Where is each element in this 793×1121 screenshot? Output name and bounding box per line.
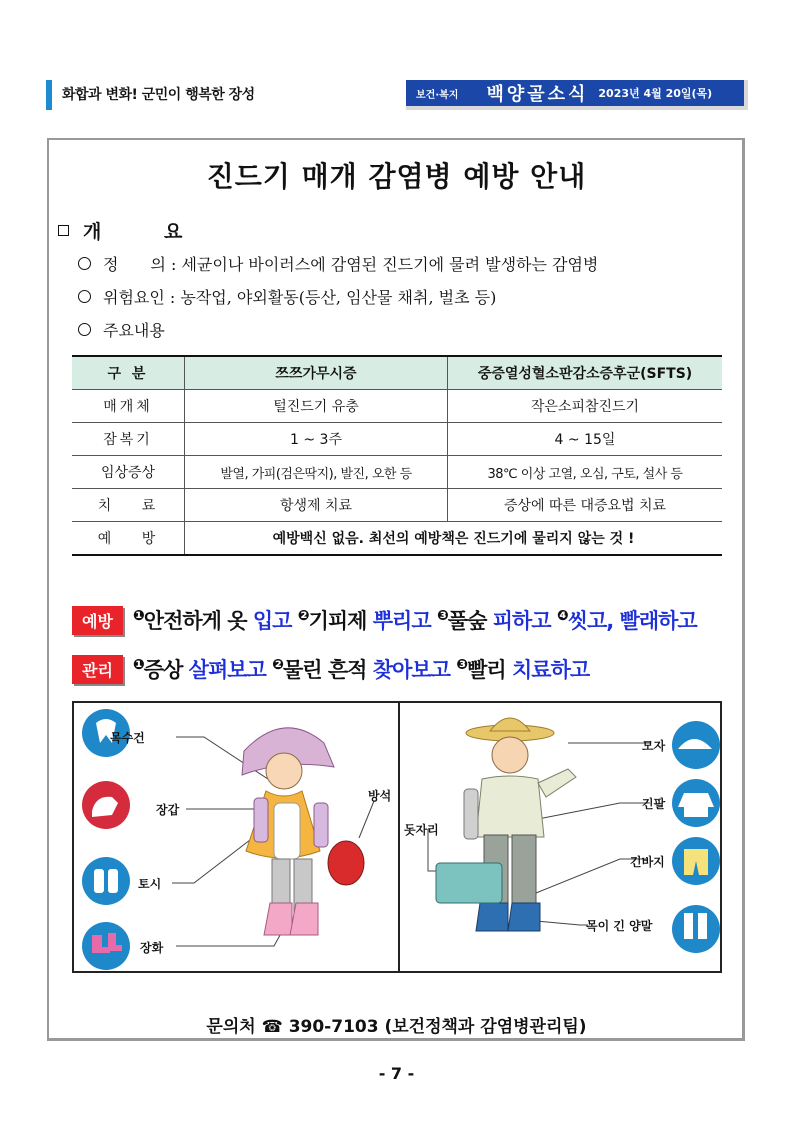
prevention-item: $^❷$기피제 뿌리고 bbox=[297, 608, 431, 633]
right-panel-art bbox=[400, 703, 720, 971]
label-boots: 장화 bbox=[140, 941, 164, 955]
circle-bullet-icon bbox=[78, 323, 91, 336]
farmer-woman-figure bbox=[242, 728, 364, 935]
long-pants-icon bbox=[672, 837, 720, 885]
label-mat: 돗자리 bbox=[404, 823, 439, 837]
header-accent-bar bbox=[46, 80, 52, 110]
hat-icon bbox=[672, 721, 720, 769]
header-banner bbox=[406, 80, 748, 110]
table-cell: 임상증상 bbox=[72, 456, 185, 489]
sleeve-icon bbox=[82, 857, 130, 905]
management-tag: 관리 bbox=[72, 655, 123, 684]
header-date: 2023년 4월 20일(목) bbox=[598, 87, 713, 100]
table-row bbox=[72, 489, 722, 522]
management-item: $^❸$빨리 치료하고 bbox=[456, 657, 590, 682]
table-cell: 매개체 bbox=[72, 390, 185, 423]
header-publication: 백양골소식 bbox=[486, 84, 589, 105]
table-header-row bbox=[72, 356, 722, 390]
page-title: 진드기 매개 감염병 예방 안내 bbox=[206, 160, 587, 193]
label-cushion: 방석 bbox=[368, 789, 392, 803]
table-header: 중증열성혈소판감소증후군(SFTS) bbox=[448, 356, 723, 390]
bullet-definition: 정 의 : 세균이나 바이러스에 감염된 진드기에 물려 발생하는 감염병 bbox=[78, 252, 598, 275]
boots-icon bbox=[82, 922, 130, 970]
protective-gear-illustration bbox=[72, 701, 722, 973]
circle-bullet-icon bbox=[78, 257, 91, 270]
long-socks-icon bbox=[672, 905, 720, 953]
label-long-pants: 긴바지 bbox=[630, 855, 665, 869]
bullet-main: 주요내용 bbox=[78, 318, 165, 341]
overview-heading: 개 요 bbox=[58, 217, 210, 244]
table-cell: 4 ~ 15일 bbox=[448, 423, 723, 456]
label-arm-sleeves: 토시 bbox=[138, 877, 162, 891]
label-long-sleeve: 긴팔 bbox=[642, 797, 666, 811]
management-item: $^❶$증상 살펴보고 bbox=[132, 657, 266, 682]
table-cell: 작은소피참진드기 bbox=[448, 390, 723, 423]
table-cell-prevention: 예방백신 없음. 최선의 예방책은 진드기에 물리지 않는 것 ! bbox=[185, 522, 723, 556]
table-row bbox=[72, 390, 722, 423]
table-cell: 항생제 치료 bbox=[185, 489, 448, 522]
circle-bullet-icon bbox=[78, 290, 91, 303]
table-row bbox=[72, 522, 722, 556]
table-header: 쯔쯔가무시증 bbox=[185, 356, 448, 390]
table-header: 구 분 bbox=[72, 356, 185, 390]
farmer-man-figure bbox=[436, 718, 576, 931]
prevention-tag: 예방 bbox=[72, 606, 123, 635]
prevention-item: $^❶$안전하게 옷 입고 bbox=[132, 608, 292, 633]
table-cell: 치 료 bbox=[72, 489, 185, 522]
table-row bbox=[72, 456, 722, 489]
prevention-item: $^❹$씻고, 빨래하고 bbox=[556, 608, 697, 633]
table-cell: 증상에 따른 대증요법 치료 bbox=[448, 489, 723, 522]
header-category: 보건·복지 bbox=[416, 89, 459, 101]
table-cell: 발열, 가피(검은딱지), 발진, 오한 등 bbox=[185, 456, 448, 489]
prevention-line bbox=[72, 605, 697, 635]
label-hat: 모자 bbox=[642, 739, 666, 753]
label-long-socks: 목이 긴 양말 bbox=[586, 919, 653, 933]
glove-icon bbox=[82, 781, 130, 829]
comparison-table bbox=[72, 355, 722, 556]
management-line bbox=[72, 654, 589, 684]
header-slogan: 화합과 변화! 군민이 행복한 장성 bbox=[62, 87, 255, 103]
management-item: $^❷$물린 흔적 찾아보고 bbox=[272, 657, 450, 682]
long-sleeve-icon bbox=[672, 779, 720, 827]
table-cell: 1 ~ 3주 bbox=[185, 423, 448, 456]
table-cell: 털진드기 유충 bbox=[185, 390, 448, 423]
bullet-risk: 위험요인 : 농작업, 야외활동(등산, 임산물 채취, 벌초 등) bbox=[78, 285, 496, 308]
label-neck-scarf: 목수건 bbox=[110, 731, 145, 745]
label-gloves: 장갑 bbox=[156, 803, 180, 817]
table-cell: 예 방 bbox=[72, 522, 185, 556]
table-row bbox=[72, 423, 722, 456]
square-bullet-icon bbox=[58, 225, 69, 236]
page-number: - 7 - bbox=[378, 1064, 415, 1083]
contact-info: 문의처 ☎ 390-7103 (보건정책과 감염병관리팀) bbox=[206, 1017, 587, 1037]
table-cell: 38℃ 이상 고열, 오심, 구토, 설사 등 bbox=[448, 456, 723, 489]
table-cell: 잠복기 bbox=[72, 423, 185, 456]
prevention-item: $^❸$풀숲 피하고 bbox=[436, 608, 551, 633]
